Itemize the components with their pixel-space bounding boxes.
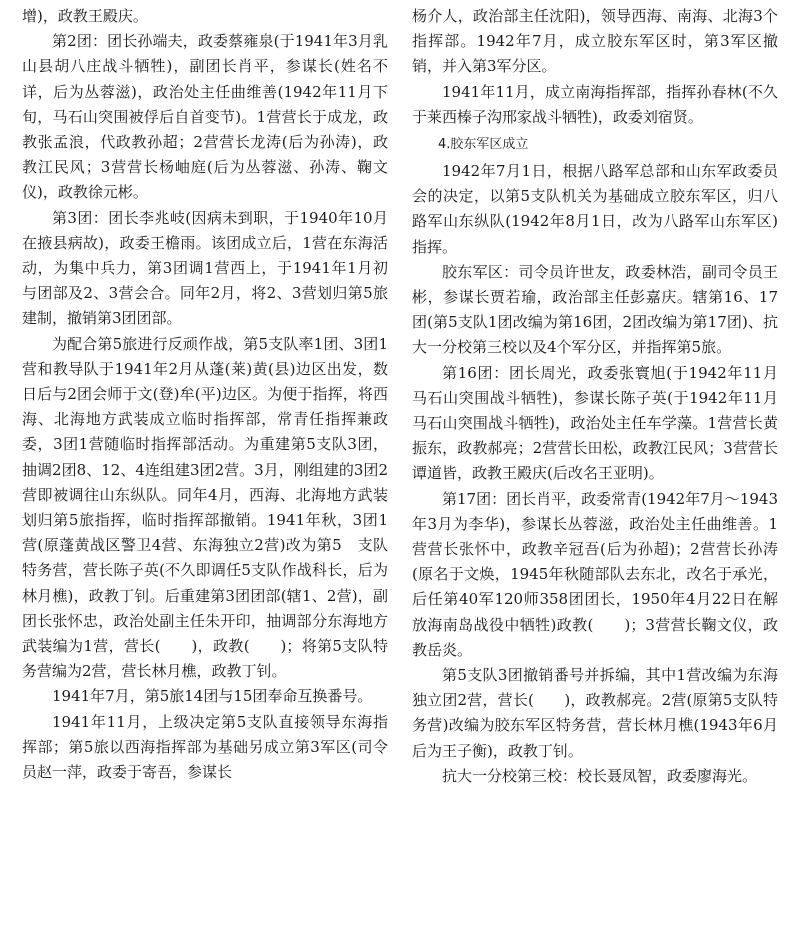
paragraph: 1941年11月，成立南海指挥部，指挥孙春林(不久于莱西榛子沟邢家战斗牺牲)，政委刘宿贤。 bbox=[412, 82, 778, 126]
paragraph: 第5支队3团撤销番号并拆编，其中1营改编为东海独立团2营，营长( )，政教郝亮。2营(原第5支队特务营)改编为胶东军区特务营，营长林月樵(1943年6月后为王子衡)，政教丁钊。 bbox=[412, 666, 778, 760]
paragraph: 1941年11月，上级决定第5支队直接领导东海指挥部；第5旅以西海指挥部为基础另成立第3军区(司令员赵一萍，政委于寄吾，参谋长 bbox=[22, 712, 388, 782]
paragraph: 第3团：团长李兆岐(因病未到职，于1940年10月在掖县病故)，政委王檐雨。该团成立后，1营在东海活动，为集中兵力，第3团调1营西上，于1941年1月初与团部及2、3营会合。同年2月，将2、3营划归第5旅建制，撤销第3团团部。 bbox=[22, 208, 388, 328]
section-heading: 4.胶东军区成立 bbox=[438, 137, 529, 153]
right-column bbox=[412, 4, 778, 927]
paragraph: 增)，政教王殿庆。 bbox=[22, 7, 148, 25]
paragraph: 胶东军区：司令员许世友，政委林浩，副司令员王彬，参谋长贾若瑜，政治部主任彭嘉庆。辖第16、17团(第5支队1团改编为第16团，2团改编为第17团)、抗大一分校第三校以及4个军分区，并指挥第5旅。 bbox=[412, 262, 778, 357]
paragraph: 为配合第5旅进行反顽作战，第5支队率1团、3团1营和教导队于1941年2月从蓬(莱)黄(县)边区出发，数日后与2团会师于文(登)牟(平)边区。为便于指挥，将西海、北海地方武装成立临时指挥部，常青任指挥兼政委，3团1营随临时指挥部活动。为重建第5支队3团，抽调2团8、12、4连组建3团2营。3月，刚组建的3团2营即被调往山东纵队。同年4月，西海、北海地方武装划归第5旅指挥，临时指挥部撤销。1941年秋，3团1营(原蓬黄战区警卫4营、东海独立2营)改为第5 支队特务营，营长陈子英(不久即调任5支队作战科长，后为林月樵)，政教丁钊。后重建第3团团部(辖1、2营)，副团长张怀忠，政治处副主任朱开印，抽调部分东海地方武装编为1营，营长( )，政教( )；将第5支队特务营编为2营，营长林月樵，政教丁钊。 bbox=[22, 334, 388, 681]
left-column bbox=[22, 4, 388, 927]
paragraph: 抗大一分校第三校：校长聂凤智，政委廖海光。 bbox=[442, 766, 758, 785]
paragraph: 第17团：团长肖平，政委常青(1942年7月～1943年3月为李华)，参谋长丛蓉滋，政治处主任曲维善。1营营长张怀中，政教辛冠吾(后为孙超)；2营营长孙涛(原名于文焕，1945年秋随部队去东北，改名于承光，后任第40军120师358团团长，1950年4月22日在解放海南岛战役中牺牲)政教( )；3营营长鞠文仪，政教岳炎。 bbox=[412, 489, 778, 659]
paragraph: 第16团：团长周光，政委张寰旭(于1942年11月马石山突围战斗牺牲)，参谋长陈子英(于1942年11月马石山突围战斗牺牲)，政治处主任车学藻。1营营长黄振东，政教郝亮；2营营长田松，政教江民风；3营营长谭道皆，政教王殿庆(后改名王亚明)。 bbox=[412, 363, 778, 483]
paragraph: 第2团：团长孙端夫，政委蔡雍泉(于1941年3月乳山县胡八庄战斗牺牲)，副团长肖平，参谋长(姓名不详，后为丛蓉滋)，政治处主任曲维善(1942年11月下旬，马石山突围被俘后自首变节)。1营营长于成龙，政教张孟浪，代政教孙超；2营营长龙涛(后为孙涛)，政教江民风；3营营长杨岫庭(后为丛蓉滋、孙涛、鞠文仪)，政教徐元彬。 bbox=[22, 32, 388, 202]
paragraph: 1942年7月1日，根据八路军总部和山东军政委员会的决定，以第5支队机关为基础成立胶东军区，归八路军山东纵队(1942年8月1日，改为八路军山东军区)指挥。 bbox=[412, 162, 778, 256]
paragraph: 杨介人，政治部主任沈阳)，领导西海、南海、北海3个指挥部。1942年7月，成立胶东军区时，第3军区撤销，并入第3军分区。 bbox=[412, 7, 778, 76]
paragraph: 1941年7月，第5旅14团与15团奉命互换番号。 bbox=[52, 687, 373, 706]
